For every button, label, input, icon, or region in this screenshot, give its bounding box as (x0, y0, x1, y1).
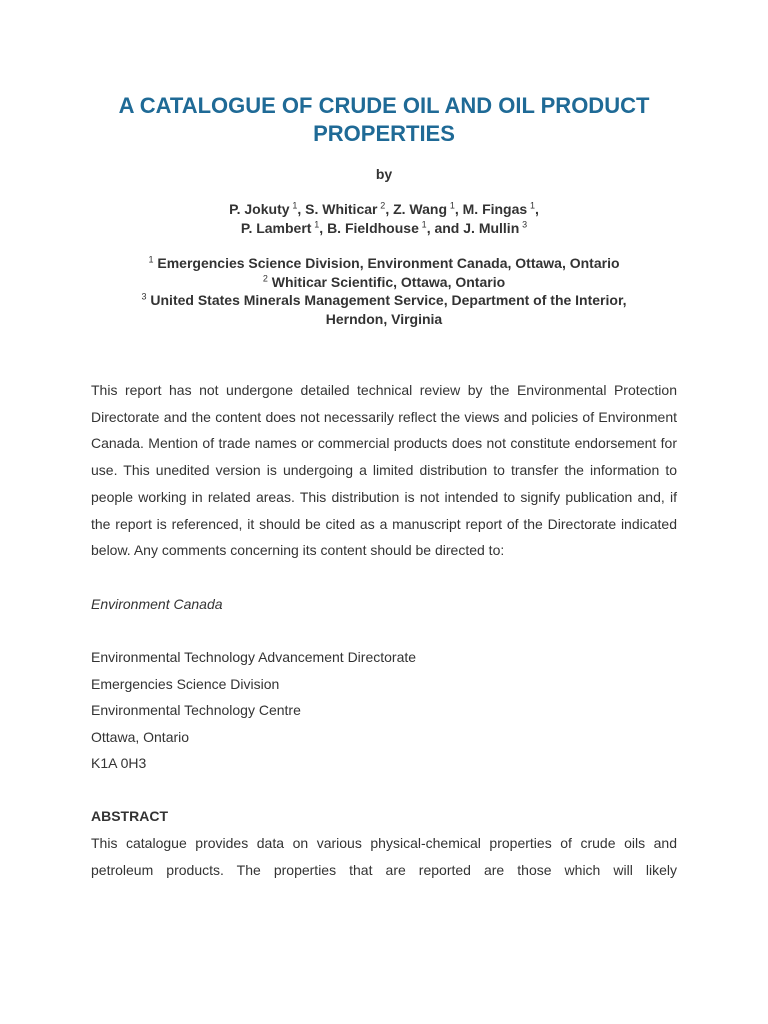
abstract-heading: ABSTRACT (91, 808, 168, 824)
affiliation-text: Herndon, Virginia (325, 310, 443, 327)
affiliation-line (0, 291, 768, 310)
affiliation-text: United States Minerals Management Service, Department of the Interior, (150, 292, 627, 308)
address-line: Ottawa, Ontario (91, 728, 190, 745)
abstract-paragraph (91, 830, 677, 884)
author-separator: , and (426, 220, 464, 236)
affiliation-line (0, 310, 768, 329)
author-name: J. Mullin (463, 220, 520, 236)
author-affiliation-mark: 1 (292, 200, 298, 211)
author-separator: , (535, 201, 539, 217)
author-separator: , (385, 201, 394, 217)
author-affiliation-mark: 1 (530, 200, 536, 211)
byline: by (375, 166, 393, 182)
author-name: P. Jokuty (229, 201, 290, 217)
author-affiliation-mark: 2 (380, 200, 386, 211)
contact-organization: Environment Canada (91, 596, 223, 612)
contact-address (91, 644, 416, 777)
address-line: Emergencies Science Division (91, 675, 280, 692)
author-name: B. Fieldhouse (327, 220, 419, 236)
author-list (0, 200, 768, 238)
affiliation-mark: 1 (148, 254, 154, 265)
author-line-2 (0, 219, 768, 238)
affiliation-list (0, 254, 768, 328)
author-affiliation-mark: 1 (449, 200, 455, 211)
abstract-line: This catalogue provides data on various physical-chemical properties of crude oils and (91, 835, 677, 851)
abstract-line: petroleum products. The properties that are reported are those which will likely (91, 862, 677, 878)
address-line: Environmental Technology Advancement Directorate (91, 649, 417, 665)
author-separator: , (319, 220, 328, 236)
affiliation-mark: 2 (262, 272, 268, 283)
address-line: K1A 0H3 (91, 755, 147, 772)
affiliation-text: Emergencies Science Division, Environment Canada, Ottawa, Ontario (157, 255, 620, 271)
affiliation-text: Whiticar Scientific, Ottawa, Ontario (271, 273, 506, 290)
disclaimer-paragraph: This report has not undergone detailed technical review by the Environmental Protection Directorate and the content does not necessarily reflect the views and policies of Environment Canada. Mention of trade names or commercial products does not constitute endorsement for use. This unedited version is undergoing a limited distribution to transfer the information to people working in related areas. This distribution is not intended to signify publication and, if the report is referenced, it should be cited as a manuscript report of the Directorate indicated below. Any comments concerning its content should be directed to: (91, 382, 677, 559)
affiliation-mark: 3 (141, 291, 147, 302)
author-affiliation-mark: 1 (421, 219, 427, 230)
author-affiliation-mark: 1 (314, 219, 320, 230)
affiliation-line (0, 273, 768, 292)
author-line-1 (0, 200, 768, 219)
author-name: S. Whiticar (305, 201, 378, 217)
affiliation-line (0, 254, 768, 273)
document-title: A CATALOGUE OF CRUDE OIL AND OIL PRODUCT PROPERTIES (118, 93, 650, 146)
author-separator: , (454, 201, 463, 217)
author-separator: , (297, 201, 306, 217)
author-name: M. Fingas (462, 201, 528, 217)
author-affiliation-mark: 3 (522, 219, 528, 230)
author-name: P. Lambert (240, 220, 312, 236)
address-line: Environmental Technology Centre (91, 702, 301, 719)
author-name: Z. Wang (393, 201, 448, 217)
